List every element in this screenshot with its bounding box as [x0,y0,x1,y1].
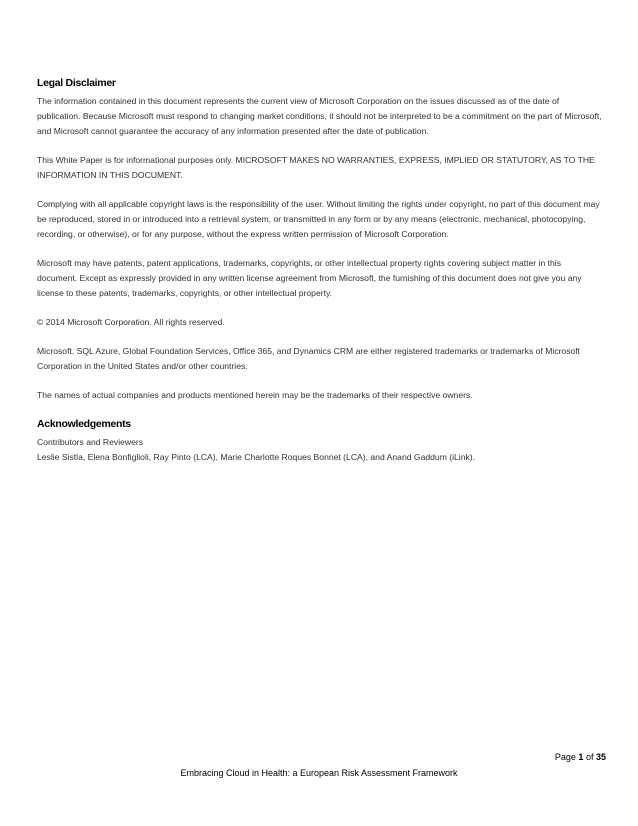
document-body [37,76,602,465]
legal-paragraph-patents: Microsoft may have patents, patent applications, trademarks, copyrights, or other intellectual property rights covering subject matter in this document. Except as expressly provided in any written license agreement from Microsoft, the furnishing of this document does not give you any license to these patents, trademarks, copyrights, or other intellectual property. [37,258,582,298]
page-of: of [585,752,594,762]
page-total: 35 [595,752,606,762]
legal-paragraph-copyright: Complying with all applicable copyright laws is the responsibility of the user. Without limiting the rights under copyright, no part of this document may be reproduced, stored in or introduced into a retrieval system, or transmitted in any form or by any means (electronic, mechanical, photocopying, recording, or otherwise), or for any purpose, without the express written permission of Microsoft Corporation. [37,199,600,239]
legal-paragraph-publication: The information contained in this document represents the current view of Microsoft Corporation on the issues discussed as of the date of publication. Because Microsoft must respond to changing market conditions, it should not be interpreted to be a commitment on the part of Microsoft, and Microsoft cannot guarantee the accuracy of any information presented after the date of publication. [37,96,602,136]
acknowledgements-names: Leslie Sistla, Elena Bonfiglioli, Ray Pinto (LCA), Marie Charlotte Roques Bonnet (LCA), and Anand Gaddum (iLink). [37,452,476,462]
page-current: 1 [578,752,584,762]
legal-paragraph-warranty: This White Paper is for informational purposes only. MICROSOFT MAKES NO WARRANTIES, EXPRESS, IMPLIED OR STATUTORY, AS TO THE INFORMATION IN THIS DOCUMENT. [37,155,595,180]
legal-paragraph-names: The names of actual companies and products mentioned herein may be the trademarks of their respective owners. [37,390,473,400]
acknowledgements-heading: Acknowledgements [37,418,131,430]
page-number [555,752,606,762]
page-label: Page [554,752,576,762]
legal-disclaimer-heading: Legal Disclaimer [37,77,116,89]
document-title-footer: Embracing Cloud in Health: a European Risk Assessment Framework [180,768,458,778]
legal-paragraph-copyright-notice: © 2014 Microsoft Corporation. All rights reserved. [37,317,225,327]
acknowledgements-subheading: Contributors and Reviewers [37,437,144,447]
legal-paragraph-trademarks: Microsoft, SQL Azure, Global Foundation Services, Office 365, and Dynamics CRM are either registered trademarks or trademarks of Microsoft Corporation in the United States and/or other countries. [37,346,581,371]
